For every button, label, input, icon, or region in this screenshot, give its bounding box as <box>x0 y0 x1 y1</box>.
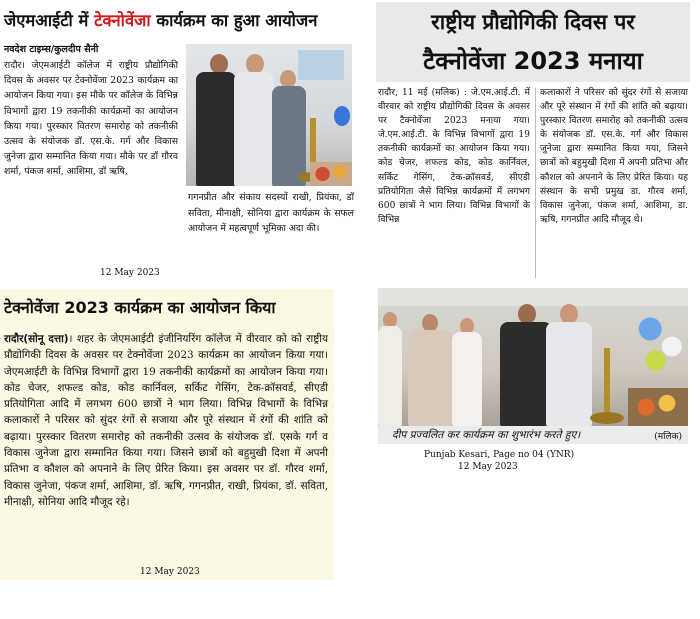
clip1-byline: नवदेश टाइम्स/कुलदीप सैनी <box>4 44 99 55</box>
clip3-body-text: । शहर के जेएमआईटी इंजीनियरिंग कॉलेज में वीरवार को को राष्ट्रीय प्रौद्योगिकी दिवस के अवसर पर टेक्नोवेंजा 2023 कार्यक्रम का आयोजन किया गया। जेएमआईटी के विभिन्न विभागों द्वारा 19 तकनीकी कार्यक्रमों का आयोजन किया गया। कोड चेजर, शफल्ड कोड, कोड कार्निवल, सर्किट गेसिंग, टेक-क्रॉसवर्ड, सीएडी प्रतियोगिता आदि में लगभग 600 छात्रों ने भाग लिया। विभिन्न विभागों के विभिन्न कलाकारों ने परिसर को सुंदर रंगों से सजाया और पूरे संस्थान में रंगों की शांति को बढ़ाया। पुरस्कार वितरण समारोह को तकनीकी उत्सव के संयोजक डॉ. एसके गर्ग व विकास जुनेजा द्वारा सम्मानित किया गया। जिसने छात्रों को बहुमुखी दिशा में अपनी प्रतिभा व कौशल को अपनाने के लिए प्रेरित किया। इस अवसर पर डॉ. गौरव शर्मा, विकास जुनेजा, पंकज शर्मा, आशिमा, डॉ. ऋषि, गगनप्रीत, राखी, प्रियंका, डॉ. सविता, मीनाक्षी, सोनिया आदि मौजूद रहे। <box>4 333 328 508</box>
clip2-person5-head <box>560 304 578 324</box>
clip1-photo-caption: गगनप्रीत और संकाय सदस्यों राखी, प्रियंका, डॉ सविता, मीनाक्षी, सोनिया द्वारा कार्यक्रम के सफल आयोजन में महत्वपूर्ण भूमिका अदा की। <box>188 192 354 234</box>
clip2-person2 <box>408 330 452 426</box>
clip3-date: 12 May 2023 <box>140 567 200 577</box>
clip2-photo <box>378 288 688 426</box>
clip2-headline-line1: राष्ट्रीय प्रौद्योगिकी दिवस पर <box>431 10 635 34</box>
clip2-photo-caption-bar <box>378 426 688 444</box>
clip2-date: 12 May 2023 <box>458 462 518 472</box>
clip2-column-divider <box>535 88 536 278</box>
clip1-person2 <box>234 72 274 186</box>
clip2-photo-ceiling <box>378 288 688 306</box>
clip1-headline-highlight: टेक्नोवेंजा <box>94 11 151 30</box>
clip2-person5 <box>546 322 592 426</box>
clip2-flowers <box>628 388 688 426</box>
clip3-headline: टेक्नोवेंजा 2023 कार्यक्रम का आयोजन किया <box>4 298 276 317</box>
clip-third-newspaper <box>0 289 334 580</box>
clip2-balloons <box>634 308 688 378</box>
clip2-col-left: रादौर, 11 मई (मलिक) : जे.एम.आई.टी. में वीरवार को राष्ट्रीय प्रौद्योगिकी दिवस के अवसर पर टैक्नोवेंजा 2023 मनाया गया। जे.एम.आई.टी. के विभिन्न विभागों द्वारा 19 तकनीकी कार्यक्रमों का आयोजन किया गया। कोड चेजर, शफल्ड कोड, कोड कार्निवल, सर्किट गेसिंग, टेक-क्रॉसवर्ड, सीएडी प्रतियोगिता जैसे विभिन्न कार्यक्रमों में लगभग 600 छात्रों ने भाग लिया। विभिन्न विभागों के विभिन्न <box>378 88 530 225</box>
clip1-headline <box>4 8 317 31</box>
clip1-photo <box>186 44 352 186</box>
clip2-person4-head <box>518 304 536 324</box>
clip2-lamp-base <box>590 412 624 424</box>
clip1-photo-poster <box>298 50 344 80</box>
clip2-person3 <box>452 332 482 426</box>
clip1-photo-balloon <box>334 106 350 126</box>
clip2-photo-credit: (मलिक) <box>654 432 682 442</box>
clip2-photo-caption: दीप प्रज्वलित कर कार्यक्रम का शुभारंभ करते हुए। <box>392 429 581 441</box>
clip2-source: Punjab Kesari, Page no 04 (YNR) <box>424 450 575 460</box>
clip1-headline-part1: जेएमआईटी में <box>4 11 89 30</box>
clip2-headline-box <box>376 2 690 82</box>
clip3-body <box>4 331 328 510</box>
clip2-person4 <box>500 322 552 426</box>
clip2-col-right: कलाकारों ने परिसर को सुंदर रंगों से सजाया और पूरे संस्थान में रंगों की शांति को बढ़ाया। पुरस्कार वितरण समारोह को तकनीकी उत्सव के संयोजक डॉ. एस.के. गर्ग और विकास जुनेजा द्वारा सम्मानित किया गया, जिसने छात्रों को बहुमुखी दिशा में अपनी प्रतिभा और कौशल को अपनाने के लिए प्रेरित किया। यह संस्थान के सभी प्रमुख डा. गौरव शर्मा, विकास जुनेजा, पंकज शर्मा, आशिमा, डा. ऋषि, गगनप्रीत आदि मौजूद थे। <box>540 88 688 225</box>
clip3-byline: रादौर(सोनू दत्ता) <box>4 333 69 345</box>
clip1-person1-head <box>210 54 228 74</box>
clip1-person2-head <box>246 54 264 74</box>
clip2-headline-line2: टैक्नोवेंजा 2023 मनाया <box>423 47 643 75</box>
clip1-headline-part2: कार्यक्रम का हुआ आयोजन <box>156 11 318 30</box>
clip-navdesh-times <box>0 0 362 284</box>
clip1-flowers <box>310 162 352 186</box>
clip1-person3 <box>272 86 306 186</box>
clip2-lamp <box>604 348 610 418</box>
clip1-person1 <box>196 72 236 186</box>
clip2-person1 <box>378 326 402 426</box>
clip-punjab-kesari <box>372 0 694 476</box>
clip1-body: रादौर। जेएमआईटी कॉलेज में राष्ट्रीय प्रौद्योगिकी दिवस के अवसर पर टेक्नोवेंजा 2023 कार्यक्रम का आयोजन किया गया। इस मौके पर कॉलेज के विभिन्न विभागों द्वारा 19 तकनीकी कार्यक्रमों का आयोजन किया गया। पुरस्कार वितरण समारोह को तकनीकी उत्सव के संयोजक डॉ. एस.के. गर्ग और विकास जुनेजा द्वारा सम्मानित किया गया। मौके पर डॉ गौरव शर्मा, पंकज शर्मा, आशिमा, डॉ ऋषि, <box>4 60 178 178</box>
clip1-date: 12 May 2023 <box>100 268 160 278</box>
